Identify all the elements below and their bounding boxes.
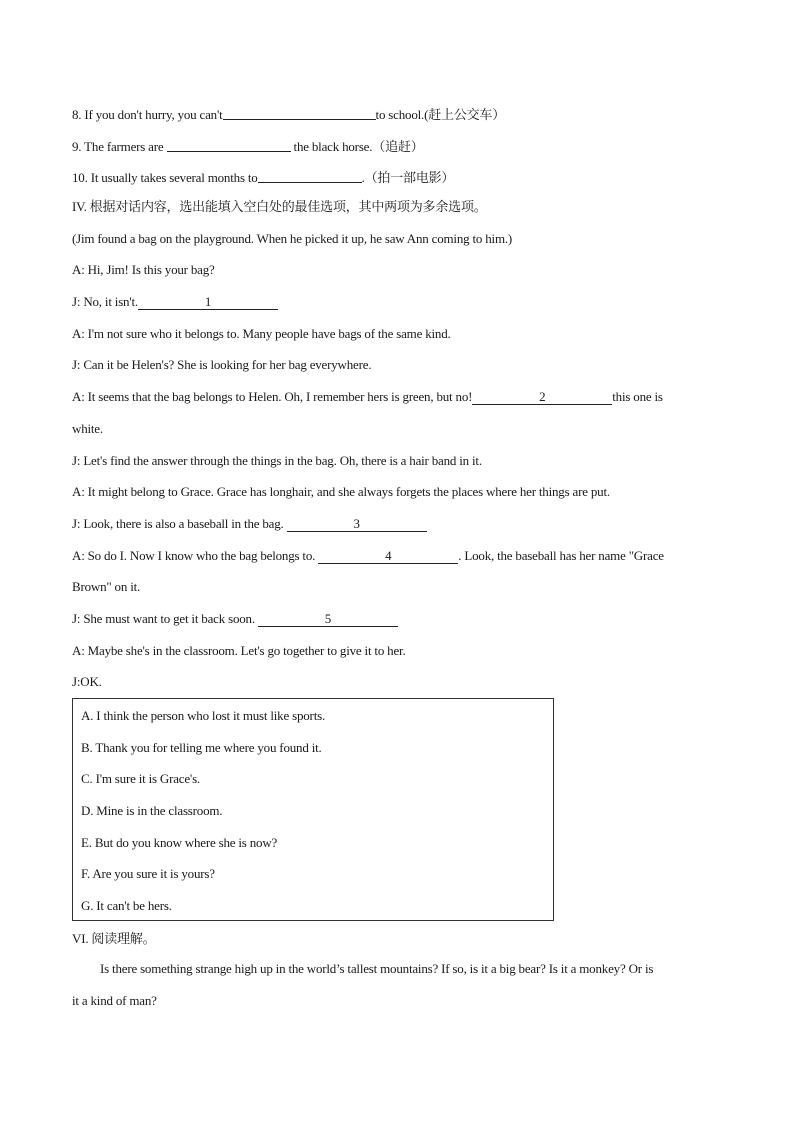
option-c[interactable]: C. I'm sure it is Grace's. (81, 771, 200, 786)
answer-blank-1[interactable] (138, 295, 278, 310)
q8-text-after: to school.(赶上公交车） (375, 107, 506, 122)
answer-blank-4[interactable] (318, 549, 458, 564)
dialogue-line-9-continued: Brown" on it. (72, 579, 141, 594)
dialogue-line-2-text: J: No, it isn't. (72, 294, 138, 309)
dialogue-line-5-continued: white. (72, 421, 103, 436)
blank-2-number: 2 (539, 389, 546, 404)
option-g[interactable]: G. It can't be hers. (81, 898, 172, 913)
section-6-title: VI. 阅读理解。 (72, 931, 156, 946)
dialogue-line-12: J:OK. (72, 674, 102, 689)
dialogue-line-1: A: Hi, Jim! Is this your bag? (72, 262, 215, 277)
blank-1-number: 1 (204, 294, 212, 309)
question-9 (72, 136, 424, 155)
dialogue-line-8 (72, 516, 427, 532)
answer-blank-5[interactable] (258, 612, 398, 627)
option-e[interactable]: E. But do you know where she is now? (81, 835, 278, 850)
options-box (72, 698, 554, 921)
q9-blank[interactable] (167, 137, 291, 152)
q10-blank[interactable] (258, 168, 362, 183)
section-4-title: IV. 根据对话内容，选出能填入空白处的最佳选项，其中两项为多余选项。 (72, 199, 487, 214)
reading-paragraph-1: Is there something strange high up in the world’s tallest mountains? If so, is it a big bear? Is it a monkey? Or is (100, 961, 654, 976)
dialogue-line-11: A: Maybe she's in the classroom. Let's go together to give it to her. (72, 643, 406, 658)
dialogue-line-3: A: I'm not sure who it belongs to. Many people have bags of the same kind. (72, 326, 451, 341)
dialogue-line-10-text: J: She must want to get it back soon. (72, 611, 258, 626)
dialogue-line-8-text: J: Look, there is also a baseball in the bag. (72, 516, 287, 531)
q10-text-before: 10. It usually takes several months to (72, 170, 258, 185)
dialogue-line-9-after: . Look, the baseball has her name "Grace (458, 548, 664, 563)
blank-5-number: 5 (324, 611, 332, 626)
blank-3-number: 3 (353, 516, 360, 531)
dialogue-line-5-text: A: It seems that the bag belongs to Helen. Oh, I remember hers is green, but no! (72, 389, 473, 404)
dialogue-line-5-after: this one is (612, 389, 663, 404)
option-d[interactable]: D. Mine is in the classroom. (81, 803, 223, 818)
dialogue-line-6: J: Let's find the answer through the things in the bag. Oh, there is a hair band in it. (72, 453, 482, 468)
q9-text-before: 9. The farmers are (72, 139, 167, 154)
answer-blank-2[interactable] (472, 390, 612, 405)
question-8 (72, 104, 505, 123)
dialogue-line-7: A: It might belong to Grace. Grace has longhair, and she always forgets the places where her things are put. (72, 484, 610, 499)
blank-4-number: 4 (385, 548, 392, 563)
dialogue-line-2 (72, 294, 278, 310)
dialogue-line-4: J: Can it be Helen's? She is looking for her bag everywhere. (72, 357, 372, 372)
dialogue-line-5 (72, 389, 663, 405)
question-10 (72, 167, 454, 186)
dialogue-context: (Jim found a bag on the playground. When he picked it up, he saw Ann coming to him.) (72, 231, 513, 246)
q10-text-after: .（拍一部电影） (361, 170, 455, 185)
q8-text-before: 8. If you don't hurry, you can't (72, 107, 223, 122)
dialogue-line-10 (72, 611, 398, 627)
dialogue-line-9-text: A: So do I. Now I know who the bag belongs to. (72, 548, 319, 563)
option-f[interactable]: F. Are you sure it is yours? (81, 866, 215, 881)
q8-blank[interactable] (223, 105, 376, 120)
reading-paragraph-1-continued: it a kind of man? (72, 993, 157, 1008)
q9-text-after: the black horse.（追赶） (290, 139, 424, 154)
option-b[interactable]: B. Thank you for telling me where you found it. (81, 740, 322, 755)
dialogue-line-9 (72, 548, 664, 564)
option-a[interactable]: A. I think the person who lost it must like sports. (81, 708, 326, 723)
answer-blank-3[interactable] (287, 517, 427, 532)
